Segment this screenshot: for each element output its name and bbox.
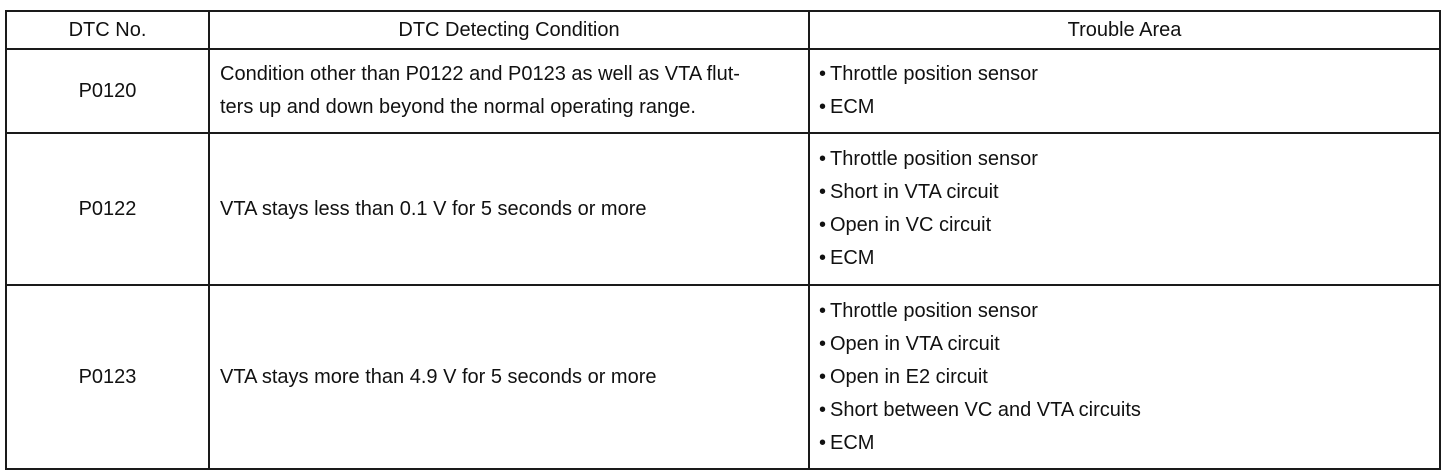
trouble-area: [809, 49, 1440, 133]
condition-line: ters up and down beyond the normal operating range.: [220, 96, 696, 118]
list-item: [819, 427, 1439, 460]
dtc-code: P0123: [6, 285, 209, 469]
table-row: [6, 285, 1440, 469]
bullet-icon: •: [819, 332, 827, 355]
header-detecting-condition: DTC Detecting Condition: [209, 11, 809, 49]
list-item: [819, 143, 1439, 176]
trouble-area: [809, 133, 1440, 285]
bullet-icon: •: [819, 299, 827, 322]
bullet-icon: •: [819, 247, 827, 269]
trouble-area-text: ECM: [830, 431, 875, 454]
bullet-icon: •: [819, 63, 827, 85]
trouble-area-text: Open in E2 circuit: [830, 365, 988, 388]
bullet-icon: •: [819, 431, 827, 454]
list-item: [819, 176, 1439, 209]
trouble-area-text: Throttle position sensor: [830, 299, 1038, 322]
list-item: [819, 242, 1439, 275]
detecting-condition: [209, 133, 809, 285]
list-item: [819, 361, 1439, 394]
bullet-icon: •: [819, 96, 827, 118]
list-item: [819, 58, 1439, 91]
trouble-area-text: Short in VTA circuit: [830, 181, 999, 203]
trouble-area: [809, 285, 1440, 469]
condition-line: VTA stays more than 4.9 V for 5 seconds or more: [220, 365, 657, 388]
bullet-icon: •: [819, 148, 827, 170]
list-item: [819, 328, 1439, 361]
trouble-area-list: [819, 58, 1439, 124]
dtc-code: P0122: [6, 133, 209, 285]
list-item: [819, 209, 1439, 242]
condition-line: Condition other than P0122 and P0123 as well as VTA flut-: [220, 63, 740, 85]
trouble-area-text: Open in VC circuit: [830, 214, 992, 236]
dtc-code: P0120: [6, 49, 209, 133]
detecting-condition: [209, 285, 809, 469]
trouble-area-text: ECM: [830, 96, 875, 118]
bullet-icon: •: [819, 365, 827, 388]
bullet-icon: •: [819, 181, 827, 203]
header-trouble-area: Trouble Area: [809, 11, 1440, 49]
bullet-icon: •: [819, 398, 827, 421]
detecting-condition: [209, 49, 809, 133]
list-item: [819, 394, 1439, 427]
trouble-area-text: Short between VC and VTA circuits: [830, 398, 1141, 421]
header-row: [6, 11, 1440, 49]
trouble-area-text: Open in VTA circuit: [830, 332, 1000, 355]
trouble-area-text: ECM: [830, 247, 875, 269]
table-row: [6, 133, 1440, 285]
bullet-icon: •: [819, 214, 827, 236]
trouble-area-list: [819, 143, 1439, 275]
condition-line: VTA stays less than 0.1 V for 5 seconds or more: [220, 197, 647, 220]
list-item: [819, 295, 1439, 328]
header-dtc-no: DTC No.: [6, 11, 209, 49]
trouble-area-text: Throttle position sensor: [830, 63, 1038, 85]
list-item: [819, 91, 1439, 124]
trouble-area-list: [819, 295, 1439, 460]
trouble-area-text: Throttle position sensor: [830, 148, 1038, 170]
dtc-table: [5, 10, 1441, 470]
table-row: [6, 49, 1440, 133]
